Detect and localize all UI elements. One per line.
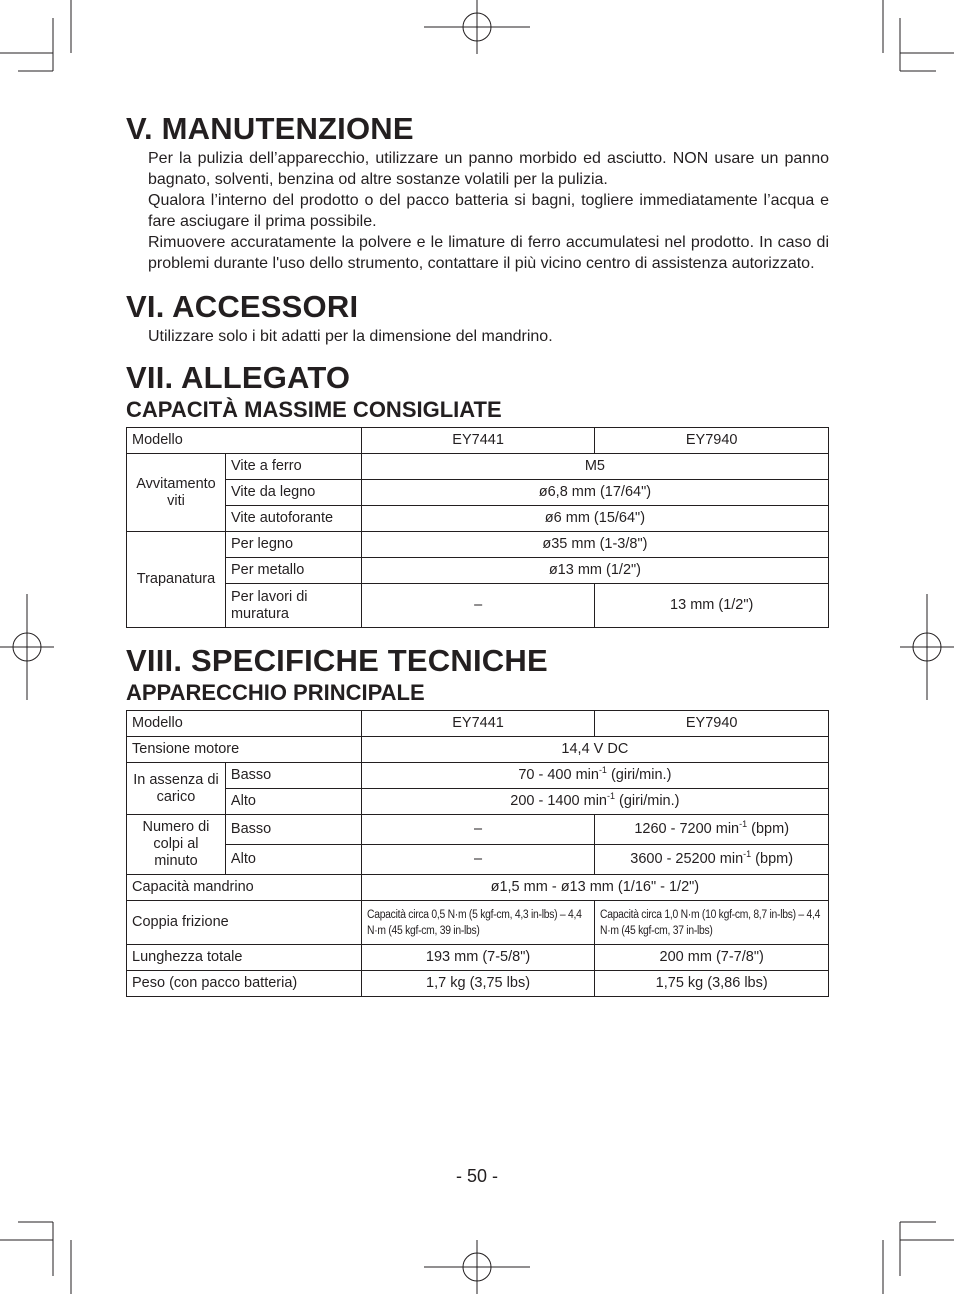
value-unit: (bpm) (751, 851, 794, 867)
table-cell: EY7441 (361, 428, 595, 454)
table-row (127, 845, 829, 875)
value-text: 3600 - 25200 min (630, 851, 744, 867)
heading-specifiche: VIII. SPECIFICHE TECNICHE (126, 643, 548, 678)
table-cell: Alto (225, 845, 361, 875)
heading-accessori: VI. ACCESSORI (126, 289, 359, 324)
table-row (127, 584, 829, 628)
section-accessori (126, 288, 829, 347)
table-row (127, 901, 829, 945)
table-cell: Vite autoforante (225, 506, 361, 532)
table-cell: ø6 mm (15/64") (361, 506, 828, 532)
table-cell: 14,4 V DC (361, 737, 828, 763)
table-cell: Lunghezza totale (127, 945, 362, 971)
table-cell: Modello (127, 428, 362, 454)
table-cell: In assenza di carico (127, 763, 226, 815)
value-unit: (giri/min.) (606, 767, 672, 783)
table-cell: 1,7 kg (3,75 lbs) (361, 971, 595, 997)
value-text: 1260 - 7200 min (634, 821, 740, 837)
table-cell: ø6,8 mm (17/64") (361, 480, 828, 506)
table-cell (361, 901, 595, 945)
table-cell: Basso (225, 815, 361, 845)
table-cell (361, 789, 828, 815)
page-content (126, 110, 829, 997)
heading-manutenzione: V. MANUTENZIONE (126, 111, 414, 146)
section-allegato (126, 359, 829, 628)
table-cell: 193 mm (7-5/8") (361, 945, 595, 971)
table-row (127, 454, 829, 480)
table-cell: ø35 mm (1-3/8") (361, 532, 828, 558)
table-cell: – (361, 815, 595, 845)
table-cell: 1,75 kg (3,86 lbs) (595, 971, 829, 997)
superscript: -1 (598, 765, 607, 776)
section-specifiche (126, 642, 829, 997)
table-cell: – (361, 845, 595, 875)
table-row (127, 971, 829, 997)
table-cell: Basso (225, 763, 361, 789)
table-cell: Peso (con pacco batteria) (127, 971, 362, 997)
table-cell: ø1,5 mm - ø13 mm (1/16" - 1/2") (361, 875, 828, 901)
table-cell: EY7441 (361, 711, 595, 737)
heading-allegato: VII. ALLEGATO (126, 360, 351, 395)
torque-text: Capacità circa 1,0 N·m (10 kgf-cm, 8,7 in-lbs) – 4,4 N·m (45 kgf-cm, 37 in-lbs) (600, 908, 821, 937)
table-cell: Capacità mandrino (127, 875, 362, 901)
torque-text: Capacità circa 0,5 N·m (5 kgf-cm, 4,3 in-lbs) – 4,4 N·m (45 kgf-cm, 39 in-lbs) (366, 908, 582, 937)
table-cell: Vite da legno (225, 480, 361, 506)
table-cell (361, 763, 828, 789)
table-cell: M5 (361, 454, 828, 480)
value-unit: (bpm) (747, 821, 790, 837)
table-cell: EY7940 (595, 428, 829, 454)
table-row (127, 558, 829, 584)
table-cell: EY7940 (595, 711, 829, 737)
table-cell: Numero di colpi al minuto (127, 815, 226, 875)
table-row (127, 711, 829, 737)
section-manutenzione (126, 110, 829, 274)
table-row (127, 506, 829, 532)
subheading-capacita: CAPACITÀ MASSIME CONSIGLIATE (126, 397, 502, 422)
table-cell: Per legno (225, 532, 361, 558)
subheading-apparecchio: APPARECCHIO PRINCIPALE (126, 680, 425, 705)
table-row (127, 815, 829, 845)
table-cell: 200 mm (7-7/8") (595, 945, 829, 971)
specs-table (126, 710, 829, 997)
table-cell: Vite a ferro (225, 454, 361, 480)
value-text: 200 - 1400 min (510, 793, 607, 809)
table-row (127, 763, 829, 789)
manutenzione-paragraph-3: Rimuovere accuratamente la polvere e le limature di ferro accumulatesi nel prodotto. In caso di problemi durante l'uso dello strumento, contattare il più vicino centro di assistenza autorizzato. (148, 234, 829, 272)
table-row (127, 875, 829, 901)
table-row (127, 428, 829, 454)
accessori-paragraph: Utilizzare solo i bit adatti per la dimensione del mandrino. (148, 328, 553, 345)
superscript: -1 (743, 849, 752, 860)
table-cell: – (361, 584, 595, 628)
capacity-table (126, 427, 829, 628)
manutenzione-paragraph-1: Per la pulizia dell’apparecchio, utilizzare un panno morbido ed asciutto. NON usare un panno bagnato, solventi, benzina od altre sostanze volatili per la pulizia. (148, 150, 829, 188)
table-row (127, 789, 829, 815)
table-row (127, 945, 829, 971)
table-row (127, 480, 829, 506)
table-cell: Coppia frizione (127, 901, 362, 945)
value-unit: (giri/min.) (615, 793, 680, 809)
table-cell: 13 mm (1/2") (595, 584, 829, 628)
table-cell: Per metallo (225, 558, 361, 584)
superscript: -1 (607, 791, 616, 802)
table-cell: Alto (225, 789, 361, 815)
value-text: 70 - 400 min (518, 767, 599, 783)
table-row (127, 532, 829, 558)
table-cell: Tensione motore (127, 737, 362, 763)
manutenzione-paragraph-2: Qualora l’interno del prodotto o del pacco batteria si bagni, togliere immediatamente l’acqua e fare asciugare il prima possibile. (148, 192, 829, 230)
table-cell (595, 901, 829, 945)
superscript: -1 (739, 819, 748, 830)
table-cell: Trapanatura (127, 532, 226, 628)
table-cell: ø13 mm (1/2") (361, 558, 828, 584)
table-cell: Avvitamento viti (127, 454, 226, 532)
table-cell (595, 815, 829, 845)
table-cell: Modello (127, 711, 362, 737)
table-cell: Per lavori di muratura (225, 584, 361, 628)
page-number: - 50 - (455, 1166, 498, 1186)
table-row (127, 737, 829, 763)
table-cell (595, 845, 829, 875)
